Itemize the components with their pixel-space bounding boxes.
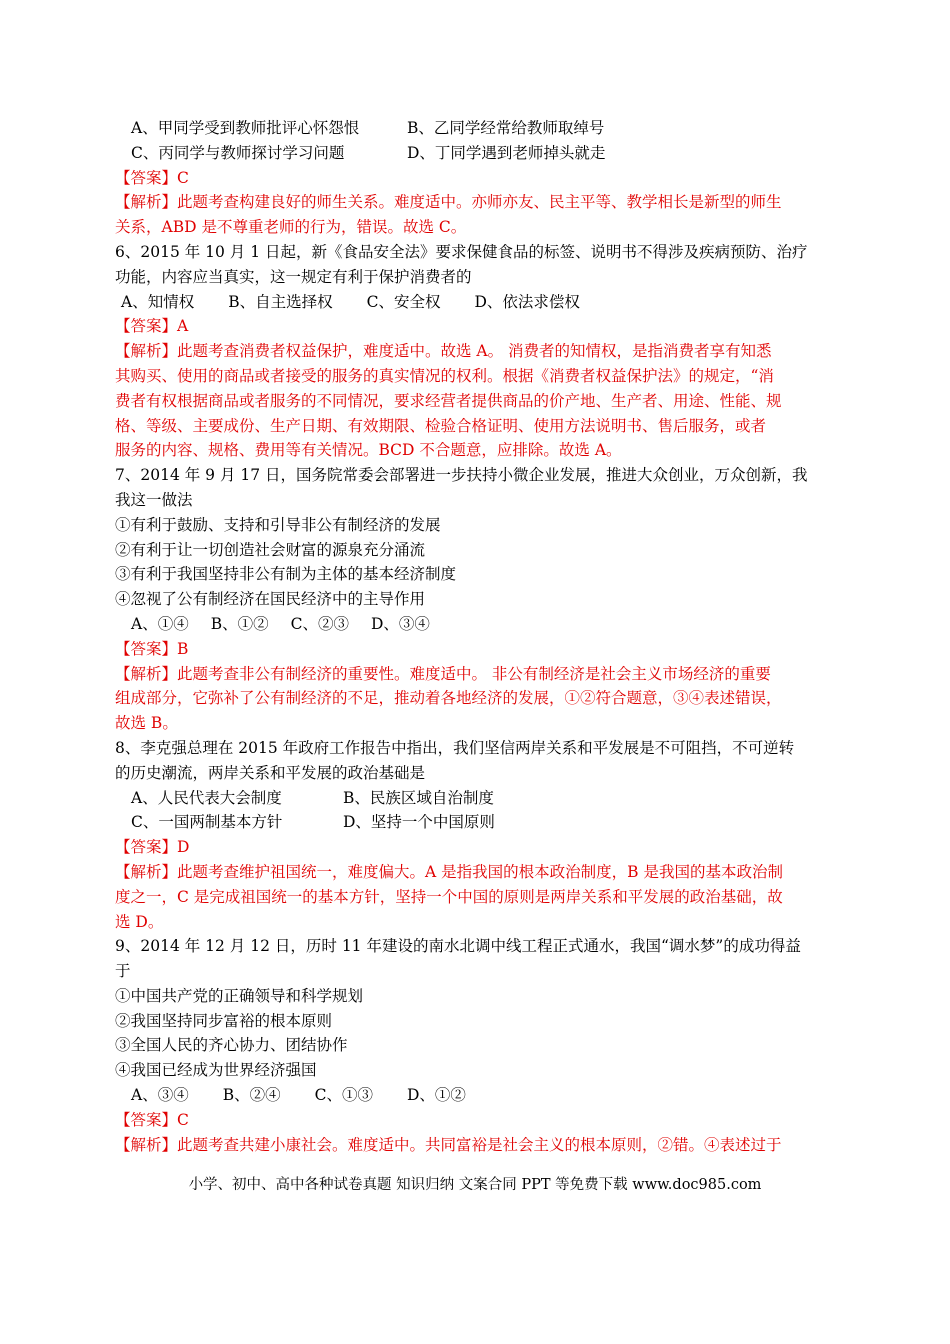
q6-option-c: C、安全权	[366, 292, 441, 311]
q7-analysis-line: 【解析】此题考查非公有制经济的重要性。难度适中。 非公有制经济是社会主义市场经济的重要	[115, 664, 771, 683]
q7-statement: ③有利于我国坚持非公有制为主体的基本经济制度	[115, 565, 457, 584]
q7-option-d: D、③④	[370, 614, 430, 633]
q5-option-d: D、丁同学遇到老师掉头就走	[407, 143, 606, 162]
q8-stem-line: 的历史潮流，两岸关系和平发展的政治基础是	[115, 763, 426, 782]
q7-statement: ①有利于鼓励、支持和引导非公有制经济的发展	[115, 515, 441, 534]
q5-option-c: C、丙同学与教师探讨学习问题	[131, 143, 345, 162]
q6-analysis-line: 其购买、使用的商品或者接受的服务的真实情况的权利。根据《消费者权益保护法》的规定，“消	[115, 366, 774, 385]
q5-answer: 【答案】C	[115, 168, 189, 187]
q6-analysis-line: 格、等级、主要成份、生产日期、有效期限、检验合格证明、使用方法说明书、售后服务，或者	[115, 416, 767, 435]
q7-options	[115, 612, 840, 637]
q6-options	[115, 290, 840, 315]
q8-answer: 【答案】D	[115, 838, 190, 857]
q9-options	[115, 1083, 840, 1108]
q9-statement: ②我国坚持同步富裕的根本原则	[115, 1011, 333, 1030]
q7-analysis-line: 故选 B。	[115, 714, 178, 733]
q7-stem-line: 我这一做法	[115, 490, 193, 509]
q9-option-c: C、①③	[314, 1086, 373, 1105]
q6-option-d: D、依法求偿权	[474, 292, 580, 311]
q6-analysis-line: 费者有权根据商品或者服务的不同情况，要求经营者提供商品的价产地、生产者、用途、性能、规	[115, 391, 782, 410]
page-footer: 小学、初中、高中各种试卷真题 知识归纳 文案合同 PPT 等免费下载 www.doc985.com	[188, 1177, 762, 1193]
q7-option-c: C、②③	[290, 614, 349, 633]
q7-option-b: B、①②	[210, 614, 269, 633]
q8-analysis-line: 度之一，C 是完成祖国统一的基本方针，坚持一个中国的原则是两岸关系和平发展的政治基础，故	[115, 887, 783, 906]
q9-option-b: B、②④	[222, 1086, 281, 1105]
q8-analysis-line: 【解析】此题考查维护祖国统一，难度偏大。A 是指我国的根本政治制度，B 是我国的基本政治制	[115, 862, 783, 881]
q6-stem-line: 6、2015 年 10 月 1 日起，新《食品安全法》要求保健食品的标签、说明书不得涉及疾病预防、治疗	[115, 242, 808, 261]
q7-option-a: A、①④	[131, 614, 189, 633]
q6-option-a: A、知情权	[121, 292, 195, 311]
q5-analysis-line: 关系，ABD 是不尊重老师的行为，错误。故选 C。	[115, 218, 467, 237]
q5-option-b: B、乙同学经常给教师取绰号	[407, 119, 605, 137]
q6-answer: 【答案】A	[115, 317, 189, 336]
q9-analysis-line: 【解析】此题考查共建小康社会。难度适中。共同富裕是社会主义的根本原则，②错。④表述过于	[115, 1135, 782, 1154]
q9-stem-line: 于	[115, 962, 131, 981]
q6-option-b: B、自主选择权	[228, 292, 333, 311]
q5-analysis-line: 【解析】此题考查构建良好的师生关系。难度适中。亦师亦友、民主平等、教学相长是新型的师生	[115, 193, 782, 212]
document-content	[115, 116, 840, 1157]
q9-statement: ④我国已经成为世界经济强国	[115, 1061, 317, 1080]
q7-analysis-line: 组成部分，它弥补了公有制经济的不足，推动着各地经济的发展，①②符合题意，③④表述错误，	[115, 689, 782, 708]
q5-options-row-1	[115, 116, 840, 141]
q7-answer: 【答案】B	[115, 639, 189, 658]
q7-statement: ②有利于让一切创造社会财富的源泉充分涌流	[115, 540, 426, 559]
q6-stem-line: 功能，内容应当真实，这一规定有利于保护消费者的	[115, 267, 472, 286]
q8-stem-line: 8、李克强总理在 2015 年政府工作报告中指出，我们坚信两岸关系和平发展是不可阻挡，不可逆转	[115, 738, 795, 757]
q5-option-a: A、甲同学受到教师批评心怀怨恨	[131, 119, 360, 137]
q5-options-row-2	[115, 141, 840, 166]
q8-option-d: D、坚持一个中国原则	[343, 813, 495, 832]
q8-option-a: A、人民代表大会制度	[131, 788, 282, 807]
q9-statement: ③全国人民的齐心协力、团结协作	[115, 1036, 348, 1055]
q7-statement: ④忽视了公有制经济在国民经济中的主导作用	[115, 590, 426, 609]
q9-answer: 【答案】C	[115, 1110, 189, 1129]
q8-option-b: B、民族区域自治制度	[343, 788, 494, 807]
q9-statement: ①中国共产党的正确领导和科学规划	[115, 986, 364, 1005]
q8-analysis-line: 选 D。	[115, 912, 164, 931]
q8-options-row-2	[115, 810, 840, 835]
q9-option-a: A、③④	[131, 1086, 189, 1105]
q8-options-row-1	[115, 786, 840, 811]
q7-stem-line: 7、2014 年 9 月 17 日，国务院常委会部署进一步扶持小微企业发展，推进大众创业，万众创新，我	[115, 466, 808, 485]
q6-analysis-line: 服务的内容、规格、费用等有关情况。BCD 不合题意，应排除。故选 A。	[115, 441, 622, 460]
q8-option-c: C、一国两制基本方针	[131, 813, 283, 832]
q6-analysis-line: 【解析】此题考查消费者权益保护，难度适中。故选 A。 消费者的知情权，是指消费者享有知悉	[115, 342, 772, 361]
q9-stem-line: 9、2014 年 12 月 12 日，历时 11 年建设的南水北调中线工程正式通水，我国“调水梦”的成功得益	[115, 937, 801, 956]
q9-option-d: D、①②	[406, 1086, 466, 1105]
